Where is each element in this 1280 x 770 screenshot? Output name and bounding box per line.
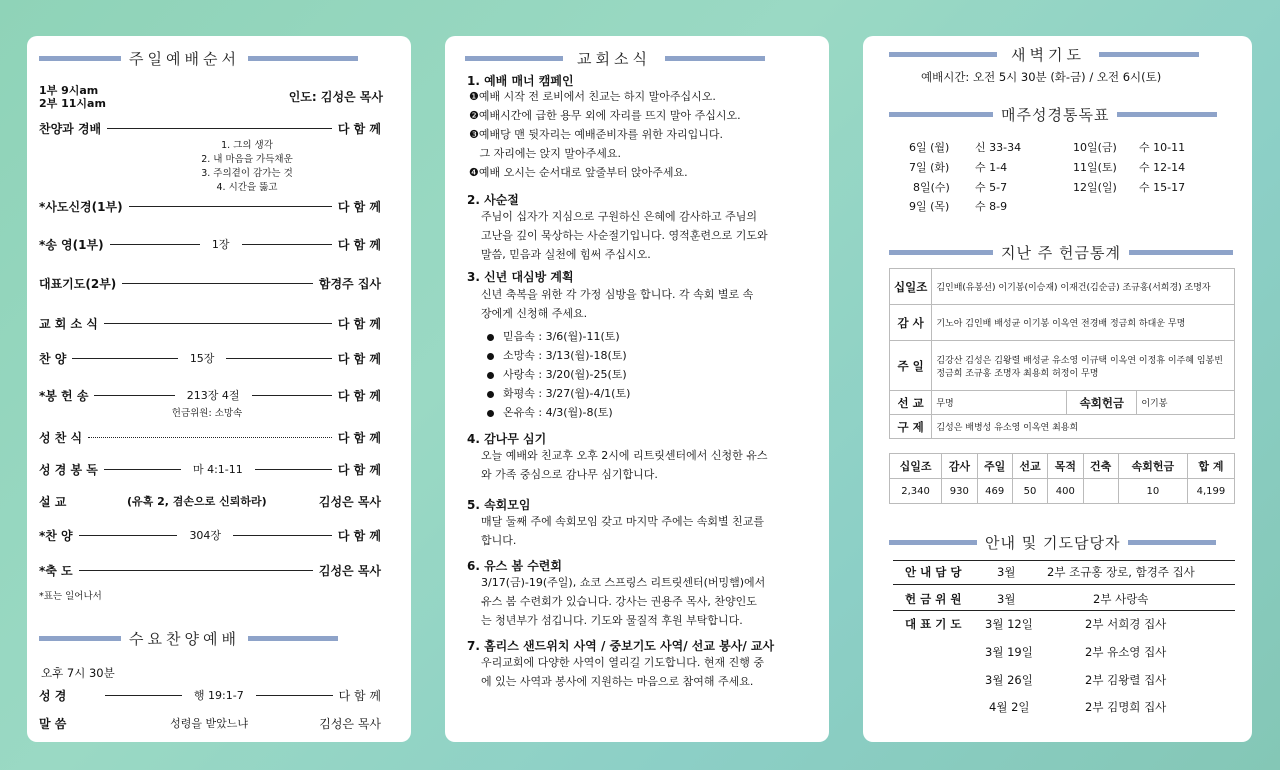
- order-row: 설 교 (유혹 2, 겸손으로 신뢰하라) 김성은 목사: [39, 494, 381, 509]
- wednesday-row: 성 경 행 19:1-7 다 함 께: [39, 688, 382, 703]
- offering-totals-table: 십일조 감사 주일 선교 목적 건축 속회헌금 합 계 2,340 930 469 50 400 10 4,199: [889, 453, 1235, 504]
- duty-date: 3월: [997, 592, 1016, 606]
- duty-date: 3월: [997, 565, 1016, 579]
- news-item-heading: 3. 신년 대심방 계획: [467, 270, 574, 284]
- duty-role: 대 표 기 도: [905, 617, 962, 631]
- order-row: 성 경 봉 독 마 4:1-11 다 함 께: [39, 462, 381, 477]
- worship-order-panel: [27, 36, 411, 742]
- order-row: 성 찬 식 다 함 께: [39, 430, 381, 445]
- leader-text: 인도: 김성은 목사: [288, 90, 383, 104]
- visit-item: 믿음속 : 3/6(월)-11(토): [487, 328, 620, 344]
- reading-passage: 수 10-11: [1139, 141, 1186, 154]
- duty-person: 2부 조규홍 장로, 함경주 집사: [1047, 565, 1195, 579]
- order-row: *사도신경(1부) 다 함 께: [39, 199, 381, 214]
- visit-item: 소망속 : 3/13(월)-18(토): [487, 347, 627, 363]
- news-item-body: 3/17(금)-19(주일), 쇼코 스프링스 리트릿센터(버밍햄)에서 유스 봄 수련회가 있습니다. 강사는 권용주 목사, 찬양인도 는 청년부가 섬깁니다. 기도와 물질적 후원 부탁합니다.: [481, 576, 766, 627]
- duty-person: 2부 서희경 집사: [1085, 617, 1167, 631]
- duty-role: 헌 금 위 원: [905, 592, 962, 606]
- order-row: 찬양과 경배 다 함 께: [39, 121, 381, 136]
- praise-song: 2. 내 마음을 가득채운: [201, 154, 293, 165]
- wednesday-heading: 수요찬양예배: [39, 628, 338, 649]
- duty-person: 2부 유소영 집사: [1085, 645, 1167, 659]
- news-item-body: 우리교회에 다양한 사역이 열리길 기도합니다. 현재 진행 중 에 있는 사역과 봉사에 지원하는 마음으로 참여해 주세요.: [481, 656, 764, 688]
- duty-date: 4월 2일: [989, 700, 1030, 714]
- reading-passage: 수 5-7: [975, 181, 1008, 194]
- visit-item: 온유속 : 4/3(월)-8(토): [487, 404, 613, 420]
- order-row: 찬 양 15장 다 함 께: [39, 351, 382, 366]
- news-item-body: 신년 축복을 위한 각 가정 심방을 합니다. 각 속회 별로 속 장에게 신청해 주세요.: [481, 288, 754, 320]
- stand-note: *표는 일어나서: [39, 591, 102, 602]
- order-row: *봉 헌 송 213장 4절 다 함 께: [39, 388, 381, 403]
- worship-order-heading: 주일예배순서: [39, 48, 358, 69]
- reading-passage: 수 12-14: [1139, 161, 1186, 174]
- info-panel: [863, 36, 1252, 742]
- duty-person: 2부 김명희 집사: [1085, 700, 1167, 714]
- duty-date: 3월 19일: [985, 645, 1033, 659]
- duty-person: 2부 사랑속: [1093, 592, 1149, 606]
- praise-song: 3. 주의곁이 감가는 것: [201, 168, 293, 179]
- duty-heading: 안내 및 기도담당자: [889, 532, 1216, 553]
- dawn-prayer-time: 예배시간: 오전 5시 30분 (화-금) / 오전 6시(토): [921, 70, 1162, 84]
- reading-day: 6일 (월): [909, 141, 950, 154]
- reading-day: 9일 (목): [909, 200, 950, 213]
- praise-song: 1. 그의 생각: [221, 140, 273, 151]
- duty-date: 3월 12일: [985, 617, 1033, 631]
- news-item-heading: 7. 홈리스 샌드위치 사역 / 중보기도 사역/ 선교 봉사/ 교사: [467, 639, 775, 653]
- order-row: *송 영(1부) 1장 다 함 께: [39, 237, 382, 252]
- reading-passage: 수 15-17: [1139, 181, 1186, 194]
- visit-item: 화평속 : 3/27(월)-4/1(토): [487, 385, 630, 401]
- news-item-heading: 2. 사순절: [467, 193, 519, 207]
- news-item-heading: 5. 속회모임: [467, 498, 531, 512]
- duty-role: 안 내 담 당: [905, 565, 962, 579]
- wednesday-row: 말 씀 성령을 받았느냐 김성은 목사: [39, 716, 382, 731]
- order-row: 교 회 소 식 다 함 께: [39, 316, 381, 331]
- reading-day: 10일(금): [1073, 141, 1117, 154]
- offering-names-table: 십일조 김인배(유봉선) 이기봉(이승재) 이재건(김순금) 조규홍(서희경) 조명자 감 사 기노아 김인배 배성균 이기봉 이옥연 전경배 정금희 하대운 무명 주 일 김강산 김성은 김왕렬 배성균 유소영 이규택 이옥연 이정휴 이주혜 임봉빈 정금희 조규홍 조명자 최용희 허정이 무명 선 교 무명 속회헌금 이기봉 구 제 김성은 배병성 유소영 이옥연 최용희: [889, 268, 1235, 439]
- reading-day: 11일(토): [1073, 161, 1117, 174]
- offering-note: 헌금위원: 소망속: [171, 408, 243, 419]
- duty-person: 2부 김왕렬 집사: [1085, 673, 1167, 687]
- offering-heading: 지난 주 헌금통계: [889, 242, 1233, 263]
- reading-day: 8일(수): [913, 181, 950, 194]
- service-time-1: 1부 9시am: [39, 84, 99, 97]
- news-item-body: 오늘 예배와 친교후 오후 2시에 리트릿센터에서 신청한 유스 와 가족 중심으로 감나무 심기합니다.: [481, 449, 768, 481]
- reading-day: 7일 (화): [909, 161, 950, 174]
- service-time-2: 2부 11시am: [39, 97, 106, 110]
- duty-date: 3월 26일: [985, 673, 1033, 687]
- order-row: *찬 양 304장 다 함 께: [39, 528, 381, 543]
- reading-passage: 수 8-9: [975, 200, 1008, 213]
- order-row: *축 도 김성은 목사: [39, 563, 381, 578]
- news-item-body: 주님이 십자가 지심으로 구원하신 은혜에 감사하고 주님의 고난을 깊이 묵상하는 사순절기입니다. 영적훈련으로 기도와 말씀, 믿음과 실천에 힘써 주십시오.: [481, 210, 768, 261]
- news-item-heading: 1. 예배 매너 캠페인: [467, 74, 574, 88]
- news-item-body: 매달 둘째 주에 속회모임 갖고 마지막 주에는 속회별 친교를 합니다.: [481, 515, 764, 547]
- order-row: 대표기도(2부) 함경주 집사: [39, 276, 381, 291]
- reading-day: 12일(일): [1073, 181, 1117, 194]
- reading-passage: 수 1-4: [975, 161, 1008, 174]
- news-item-body: ❶예배 시작 전 로비에서 친교는 하지 말아주십시오. ❷예배시간에 급한 용무 외에 자리를 뜨지 말아 주십시오. ❸예배당 맨 뒷자리는 예배준비자를 위한 자리입니다. 그 자리에는 앉지 말아주세요. ❹예배 오시는 순서대로 앞줄부터 앉아주세요.: [469, 90, 741, 179]
- reading-heading: 매주성경통독표: [889, 104, 1217, 125]
- visit-item: 사랑속 : 3/20(월)-25(토): [487, 366, 627, 382]
- praise-song: 4. 시간을 뚫고: [216, 182, 278, 193]
- church-news-heading: 교회소식: [465, 48, 765, 69]
- reading-passage: 신 33-34: [975, 141, 1022, 154]
- church-news-panel: [445, 36, 829, 742]
- dawn-prayer-heading: 새벽기도: [889, 44, 1199, 65]
- news-item-heading: 6. 유스 봄 수련회: [467, 559, 562, 573]
- wednesday-time: 오후 7시 30분: [41, 666, 115, 680]
- news-item-heading: 4. 감나무 심기: [467, 432, 547, 446]
